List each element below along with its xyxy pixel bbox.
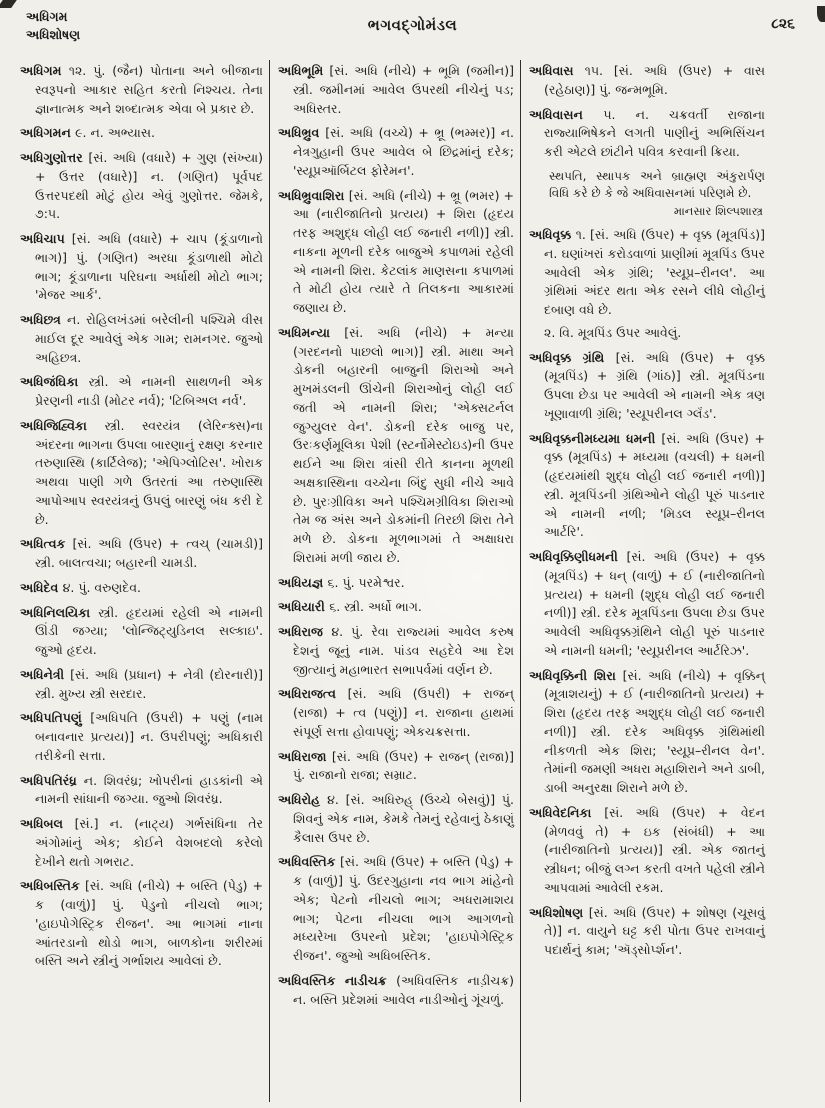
entry-headword: અધિગમન (20, 125, 76, 141)
citation-text: સ્થપતિ, સ્થાપક અને બ્રાહ્મણ અંકુરાર્પણ વિધિ કરે છે કે જે અધિવાસનમાં પરિણમે છે. (549, 168, 765, 201)
entry-headword: અધિદેવ (20, 579, 63, 595)
entry-headword: અધિરાજા (278, 748, 332, 764)
dictionary-entry: અધિનેત્રી [સં. અધિ (પ્રધાન) + નેત્રી (દોરનારી)] સ્ત્રી. મુખ્ય સ્ત્રી સરદાર. (20, 666, 263, 701)
entry-headword: અધિવેદનિકા (529, 804, 605, 820)
entry-headword: અધિનિલયિકા (20, 604, 99, 620)
dictionary-entry: અધિગમન ૯. ન. અભ્યાસ. (20, 125, 155, 141)
dictionary-entry: અધિત્વક [સં. અધિ (ઉપર) + ત્વચ્ (ચામડી)] સ્ત્રી. બાલત્વચા; બહારની ચામડી. (20, 536, 264, 570)
entry-headword: અધિગુણોત્તર (20, 150, 89, 165)
running-head-first-entry: અધિગમ (26, 9, 68, 24)
column-1 (18, 60, 269, 1102)
dictionary-entry: અધિનિલયિકા સ્ત્રી. હૃદયમાં રહેલી એ નામની ઊંડી જગ્યા; 'લોન્જિટ્યુડિનલ સલ્કાઇ'. જુઓ હૃદય. (20, 604, 264, 657)
entry-headword: અધિવાસન (529, 106, 604, 122)
entry-headword: અધિવસ્તિક નાડીચક્ર (278, 972, 397, 988)
entry-headword: અધિરાજ (278, 624, 332, 639)
entry-headword: અધિભૂમિ (278, 63, 330, 78)
running-head-last-entry: અધિશોષણ (26, 27, 81, 43)
text-columns (18, 60, 807, 1102)
entry-headword: અધિવૃક્ક (529, 227, 576, 243)
entry-headword: અધિજિહ્વિકા (20, 417, 105, 433)
entry-headword: અધિજંઘિકા (20, 374, 89, 390)
entry-headword: અધિનેત્રી (20, 666, 71, 682)
book-title: ભગવદ્ગોમંડલ (367, 16, 458, 34)
dictionary-entry: અધિવૃક્કિની શિરા [સં. અધિ (નીચે) + વૃક્કિન્ (મૂત્રાશયનું) + ઈ (નારીજાતિનો પ્રત્યય) + શિરા (હૃદય તરફ અશુદ્ધ લોહી લઈ જનારી નળી)] સ્ત્રી. દરેક અધિવૃક્ક ગ્રંથિમાંથી નીકળતી એક શિરા; 'સ્યૂપ્ર–રીનલ વેન'. તેમાંની જમણી અધરા મહાશિરાને અને ડાબી, ડાબી અનુરક્ષા શિરાને મળે છે. (529, 667, 766, 796)
entry-headword: અધિભ્રુવ (278, 125, 326, 141)
dictionary-entry: અધિવસ્તિક નાડીચક્ર (અધિવસ્તિક નાડ઼ીચક્ર) ન. બસ્તિ પ્રદેશમાં આવેલ નાડીઓનું ગૂંચળું. (278, 972, 514, 1007)
entry-headword: અધિપતિરંધ્ર (20, 772, 84, 788)
citation-block (529, 168, 765, 219)
entry-headword: અધિવૃક્કિણીધમની (529, 549, 627, 565)
scan-artifact-top-left (0, 0, 17, 8)
dictionary-entry: અધિયારી ૬. સ્ત્રી. અર્ધો ભાગ. (278, 599, 422, 615)
column-2 (269, 60, 520, 1102)
dictionary-entry: અધિપતિરંધ્ર ન. શિવરંધ્ર; ખોપરીનાં હાડકાંની એ નામની સાંધાની જગ્યા. જુઓ શિવરંધ્ર. (20, 772, 263, 807)
entry-headword: અધિભ્રુવાશિરા (278, 187, 349, 203)
entry-headword: અધિત્વક (20, 536, 73, 552)
entry-headword: અધિમન્યા (278, 324, 345, 340)
entry-headword: અધિપતિપણું (20, 710, 91, 726)
dictionary-entry: અધિભ્રુવ [સં. અધિ (વચ્ચે) + ભ્રૂ (ભમ્મર)] ન. નેત્રગુહાની ઉપર આવેલ બે છિદ્રમાંનું દરેક; 'સ્યૂપ્રઑર્બિટલ ફોરેમન'. (278, 125, 514, 178)
dictionary-entry: અધિછત્ર ન. રોહિલખંડમાં બરેલીની પશ્ચિમે વીસ માઈલ દૂર આવેલું એક ગામ; રામનગર. જુઓ અહિછત્ર. (20, 312, 263, 365)
dictionary-entry: અધિરાજ ૪. પું. રેવા રાજ્યમાં આવેલ કરુષ દેશનું જૂનું નામ. પાંડવ સહદેવે આ દેશ જીત્યાનું મહાભારત સભાપર્વમાં વર્ણન છે. (278, 624, 514, 677)
entry-headword: અધિવસ્તિક (278, 854, 340, 870)
entry-headword: અધિવૃક્કિની શિરા (529, 667, 623, 683)
dictionary-entry: અધિગુણોત્તર [સં. અધિ (વધારે) + ગુણ (સંખ્યા) + ઉત્તર (વધારે)] ન. (ગણિત) પૂર્વપદ ઉત્તરપદથી મોટું હોય એવું ગુણોત્તર. જેમકે, ૭:૫. (20, 150, 263, 222)
entry-headword: અધિચાપ (20, 231, 72, 246)
citation-source: માનસાર શિલ્પશાસ્ત્ર (673, 203, 763, 218)
dictionary-entry: અધિરાજત્વ [સં. અધિ (ઉપરી) + રાજન્ (રાજા) + ત્વ (પણું)] ન. રાજાના હાથમાં સંપૂર્ણ સત્તા હોવાપણું; એકચક્રસત્તા. (278, 686, 514, 739)
dictionary-entry: અધિભૂમિ [સં. અધિ (નીચે) + ભૂમિ (જમીન)] સ્ત્રી. જમીનમાં આવેલ ઉપરથી નીચેનું પડ; અધિસ્તર. (278, 63, 515, 116)
entry-subsense: ૨. વિ. મૂત્રપિંડ ઉપર આવેલું. (544, 324, 682, 340)
dictionary-entry: અધિભ્રુવાશિરા [સં. અધિ (નીચે) + ભ્રૂ (ભમર) + આ (નારીજાતિનો પ્રત્યય) + શિરા (હૃદય તરફ અશુદ્ધ લોહી લઈ જનારી નળી)] સ્ત્રી. નાકના મૂળની દરેક બાજુએ કપાળમાં રહેલી એ નામની શિરા. કેટલાંક માણસના કપાળમાં તે મોટી હોય ત્યારે તે તિલકના આકારમાં જણાય છે. (278, 187, 514, 315)
dictionary-entry: અધિવાસ ૧૫. [સં. અધિ (ઉપર) + વાસ (રહેઠાણ)] પું. જન્મભૂમિ. (529, 63, 765, 97)
dictionary-entry: અધિબલ [સં.] ન. (નાટ્ય) ગર્ભસંધિના તેર અંગોમાંનું એક; કોઈને વેશબદલો કરેલો દેખીને થતો ગભરાટ. (20, 816, 263, 869)
entry-headword: અધિવાસ (529, 63, 585, 78)
dictionary-entry: અધિવૃક્કિણીધમની [સં. અધિ (ઉપર) + વૃક્ક (મૂત્રપિંડ) + ધન્ (વાળું) + ઈ (નારીજાતિનો પ્રત્યય) + ધમની (શુદ્ધ લોહી લઈ જનારી નળી)] સ્ત્રી. દરેક મૂત્રપિંડના ઉપલા છેડા ઉપર આવેલી અધિવૃક્કગ્રંથિને લોહી પૂરું પાડનાર એ નામની ધમની; 'સ્યૂપ્રરીનલ આર્ટરિઝ'. (529, 549, 765, 658)
dictionary-entry: અધિવૃક્ક ૧. [સં. અધિ (ઉપર) + વૃક્ક (મૂત્રપિંડ)] ન. ઘણાંખરાં કરોડવાળાં પ્રાણીમાં મૂત્રપિંડ ઉપર આવેલી એક ગ્રંથિ; 'સ્યૂપ્ર–રીનલ'. આ ગ્રંથિમાં અંદર થતા એક રસને લીધે લોહીનું દબાણ વધે છે. (529, 227, 765, 318)
entry-headword: અધિબસ્તિક (20, 878, 86, 894)
entry-headword: અધિરાજત્વ (278, 686, 348, 702)
entry-headword: અધિરોહ (278, 792, 328, 807)
dictionary-entry: અધિવૃક્ક ગ્રંથિ [સં. અધિ (ઉપર) + વૃક્ક (મૂત્રપિંડ) + ગ્રંથિ (ગાંઠ)] સ્ત્રી. મૂત્રપિંડના ઉપલા છેડા પર આવેલી એ નામની એક ત્રણ ખૂણાવાળી ગ્રંથિ; 'સ્યૂપરીનલ ગ્લૅંડ'. (529, 349, 765, 421)
entry-headword: અધિશોષણ (529, 904, 589, 920)
dictionary-entry: અધિવાસન ૫. ન. ચક્રવર્તી રાજાના રાજ્યાભિષેકને લગતી પાણીનું અભિસિંચન કરી એટલે છાંટીને પવિત્ર કરવાની ક્રિયા. (529, 106, 765, 159)
entry-headword: અધિયારી (278, 599, 330, 615)
dictionary-entry: અધિવેદનિકા [સં. અધિ (ઉપર) + વેદન (મેળવવું તે) + ઇક (સંબંધી) + આ (નારીજાતિનો પ્રત્યય)] સ્ત્રી. એક જાતનું સ્ત્રીધન; બીજું લગ્ન કરતી વખતે પહેલી સ્ત્રીને આપવામાં આવેલી રકમ. (529, 804, 765, 895)
page-number: ૮૨૬ (771, 16, 795, 32)
entry-headword: અધિવૃક્કનીમધ્યમા ધમની (529, 430, 662, 446)
dictionary-entry: અધિબસ્તિક [સં. અધિ (નીચે) + બસ્તિ (પેડુ) + ક (વાળું)] પું. પેડુનો નીચલો ભાગ; 'હાઇપોગેસ્ટ્રિક રીજન'. આ ભાગમાં નાના આંતરડાનો થોડો ભાગ, બાળકોના શરીરમાં બસ્તિ અને સ્ત્રીનું ગર્ભાશય આવેલાં છે. (20, 878, 264, 969)
dictionary-entry: અધિજંઘિકા સ્ત્રી. એ નામની સાથળની એક પ્રેરણની નાડી (મોટર નર્વ); 'ટિબિઅલ નર્વ'. (20, 374, 263, 408)
dictionary-entry: અધિરોહ ૪. [સં. અધિરુહ્ (ઉચ્ચે બેસવું)] પું. શિવનું એક નામ, કેમકે તેમનું રહેવાનું ઠેકાણું કૈલાસ ઉપર છે. (278, 792, 514, 845)
column-3 (520, 60, 771, 1102)
dictionary-entry: અધિમન્યા [સં. અધિ (નીચે) + મન્યા (ગરદનનો પાછલો ભાગ)] સ્ત્રી. માથા અને ડોકની બહારની બાજુની શિરાઓ અને મુખમંડલની ઊંચેની શિરાઓનું લોહી લઈ જતી એ નામની શિરા; 'એક્સટર્નલ જુગ્યુલર વેન'. ડોકની દરેક બાજુ પર, ઉરઃકર્ણમૂલિકા પેશી (સ્ટર્નોમેસ્ટોઇડ)ની ઉપર થઈને આ શિરા ત્રાંસી રીતે કાનના મૂળથી અક્ષકાસ્થિના વચ્ચેના બિંદુ સુધી નીચે આવે છે. પુરઃગ્રીવિકા અને પશ્ચિમગ્રીવિકા શિરાઓ તેમ જ અંસ અને ડોકમાંની તિરછી શિરા તેને મળે છે. ડોકના મૂળભાગમાં તે અક્ષાધરા શિરામાં મળી જાય છે. (278, 324, 514, 565)
dictionary-entry: અધિયજ્ઞ ૬. પું. પરમેશ્વર. (278, 574, 405, 590)
entry-headword: અધિબલ (20, 816, 75, 831)
dictionary-entry: અધિવસ્તિક [સં. અધિ (ઉપર) + બસ્તિ (પેડુ) + ક (વાળું)] પું. ઉદરગુહાના નવ ભાગ માંહેનો એક; પેટનો નીચલો ભાગ; અધરામાશય ભાગ; પેટના નીચલા ભાગ આગળનો મધ્યરેખા ઉપરનો પ્રદેશ; 'હાઇપોગેસ્ટ્રિક રીજન'. જુઓ અધિબસ્તિક. (278, 854, 514, 963)
entry-headword: અધિગમ (20, 63, 69, 78)
dictionary-entry: અધિપતિપણું [અધિપતિ (ઉપરી) + પણું (નામ બનાવનાર પ્રત્યય)] ન. ઉપરીપણું; અધિકારી તરીકેની સત્તા. (20, 710, 263, 763)
dictionary-entry: અધિરાજા [સં. અધિ (ઉપર) + રાજન્ (રાજા)] પું. રાજાનો રાજા; સમ્રાટ. (278, 748, 514, 783)
page-header (0, 8, 825, 56)
entry-headword: અધિયજ્ઞ (278, 574, 328, 590)
dictionary-entry: અધિગમ ૧૨. પું. (જૈન) પોતાના અને બીજાના સ્વરૂપનો આકાર સહિત કરતો નિશ્ચય. તેના જ્ઞાનાત્મક અને શબ્દાત્મક એવા બે પ્રકાર છે. (20, 63, 263, 116)
dictionary-entry: અધિવૃક્કનીમધ્યમા ધમની [સં. અધિ (ઉપર) + વૃક્ક (મૂત્રપિંડ) + મધ્યમા (વચલી) + ધમની (હૃદયમાંથી શુદ્ધ લોહી લઈ જનારી નળી)] સ્ત્રી. મૂત્રપિંડની ગ્રંથિઓને લોહી પૂરું પાડનાર એ નામની નળી; 'મિડલ સ્યૂપ્ર–રીનલ આર્ટરિ'. (529, 430, 765, 540)
dictionary-entry: અધિશોષણ [સં. અધિ (ઉપર) + શોષણ (ચૂસવું તે)] ન. વાયુને ઘટ્ટ કરી પોતા ઉપર રાખવાનું પદાર્થનું કામ; 'ઍડ્સોર્પ્શન'. (529, 904, 766, 958)
entry-headword: અધિછત્ર (20, 312, 68, 327)
dictionary-entry: અધિદેવ ૪. પું. વરુણદેવ. (20, 579, 141, 595)
dictionary-entry: અધિજિહ્વિકા સ્ત્રી. સ્વરયંત્ર (લેરિન્ક્સ)ના અંદરના ભાગના ઉપલા બારણાનું રક્ષણ કરનાર તરુણાસ્થિ (કાર્ટિલેજ); 'એપિગ્લોટિસ'. ખોરાક અથવા પાણી ગળે ઉતરતાં આ તરુણાસ્થિ આપોઆપ સ્વરયંત્રનું ઉપલું બારણું બંધ કરી દે છે. (20, 417, 263, 527)
entry-headword: અધિવૃક્ક ગ્રંથિ (529, 349, 616, 365)
dictionary-entry: અધિચાપ [સં. અધિ (વધારે) + ચાપ (કૂંડાળાનો ભાગ)] પું. (ગણિત) અરધા કૂંડાળાથી મોટો ભાગ; કૂંડાળાના પરિઘના અર્ધાથી મોટો ભાગ; 'મેજર આર્ક'. (20, 231, 263, 303)
